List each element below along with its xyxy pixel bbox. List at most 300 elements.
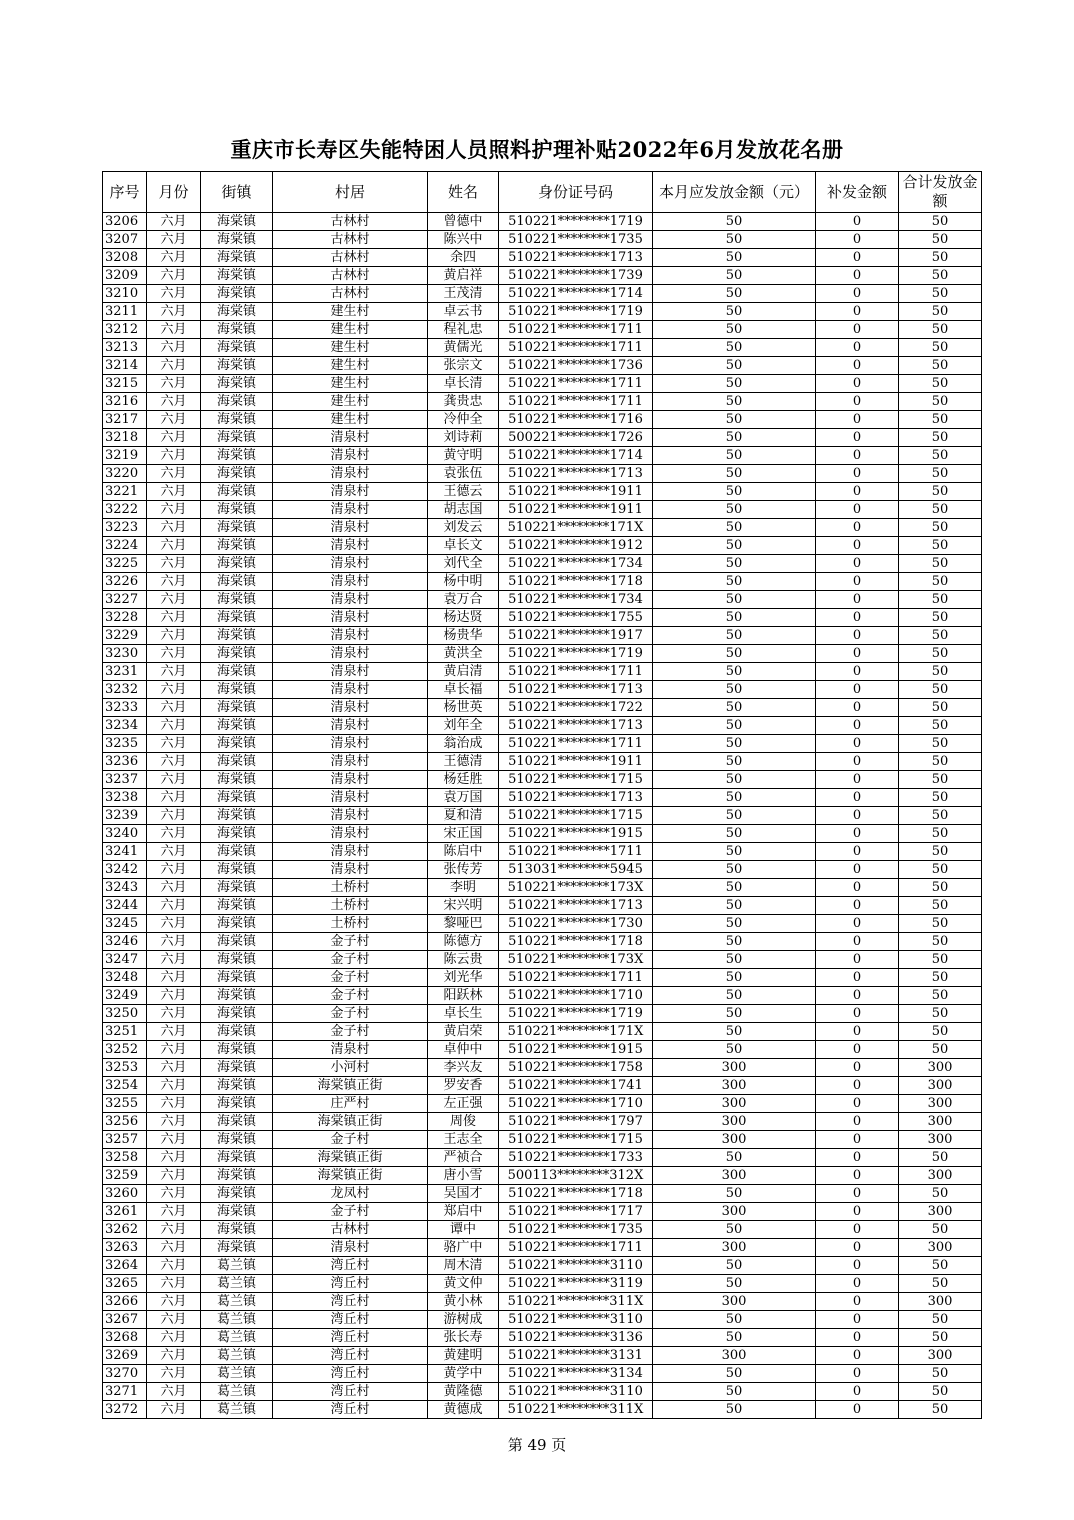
cell-monthly-amount: 50 <box>653 537 816 555</box>
cell-town: 海棠镇 <box>201 285 273 303</box>
table-row <box>103 609 982 627</box>
cell-id-number: 510221********1739 <box>499 267 653 285</box>
cell-name: 张宗文 <box>428 357 499 375</box>
cell-total: 50 <box>899 1329 982 1347</box>
cell-monthly-amount: 50 <box>653 879 816 897</box>
table-row <box>103 339 982 357</box>
cell-village: 清泉村 <box>273 771 428 789</box>
cell-index: 3271 <box>103 1383 147 1401</box>
cell-month: 六月 <box>147 1257 201 1275</box>
cell-index: 3243 <box>103 879 147 897</box>
cell-monthly-amount: 50 <box>653 663 816 681</box>
cell-month: 六月 <box>147 951 201 969</box>
cell-supplement: 0 <box>816 1131 899 1149</box>
cell-name: 刘代全 <box>428 555 499 573</box>
cell-month: 六月 <box>147 1077 201 1095</box>
cell-id-number: 510221********3110 <box>499 1257 653 1275</box>
cell-monthly-amount: 300 <box>653 1077 816 1095</box>
cell-monthly-amount: 50 <box>653 249 816 267</box>
cell-monthly-amount: 50 <box>653 1221 816 1239</box>
cell-total: 50 <box>899 411 982 429</box>
cell-town: 海棠镇 <box>201 249 273 267</box>
cell-total: 50 <box>899 339 982 357</box>
cell-name: 曾德中 <box>428 213 499 231</box>
cell-total: 300 <box>899 1077 982 1095</box>
table-row <box>103 789 982 807</box>
cell-month: 六月 <box>147 375 201 393</box>
cell-total: 300 <box>899 1059 982 1077</box>
cell-name: 黄启荣 <box>428 1023 499 1041</box>
cell-index: 3264 <box>103 1257 147 1275</box>
cell-monthly-amount: 50 <box>653 1365 816 1383</box>
cell-name: 张长寿 <box>428 1329 499 1347</box>
cell-name: 陈云贵 <box>428 951 499 969</box>
cell-id-number: 510221********1714 <box>499 285 653 303</box>
table-row <box>103 1257 982 1275</box>
cell-village: 土桥村 <box>273 879 428 897</box>
cell-town: 海棠镇 <box>201 1059 273 1077</box>
cell-monthly-amount: 50 <box>653 861 816 879</box>
cell-month: 六月 <box>147 357 201 375</box>
table-row <box>103 1041 982 1059</box>
cell-total: 50 <box>899 375 982 393</box>
cell-town: 海棠镇 <box>201 807 273 825</box>
cell-month: 六月 <box>147 1113 201 1131</box>
cell-village: 古林村 <box>273 231 428 249</box>
cell-id-number: 510221********1713 <box>499 249 653 267</box>
cell-total: 50 <box>899 555 982 573</box>
cell-town: 海棠镇 <box>201 1023 273 1041</box>
cell-town: 海棠镇 <box>201 663 273 681</box>
table-row <box>103 933 982 951</box>
cell-town: 海棠镇 <box>201 447 273 465</box>
cell-index: 3254 <box>103 1077 147 1095</box>
cell-month: 六月 <box>147 267 201 285</box>
cell-village: 龙凤村 <box>273 1185 428 1203</box>
cell-town: 海棠镇 <box>201 573 273 591</box>
cell-month: 六月 <box>147 1365 201 1383</box>
cell-name: 陈德方 <box>428 933 499 951</box>
cell-supplement: 0 <box>816 1149 899 1167</box>
cell-monthly-amount: 50 <box>653 1383 816 1401</box>
cell-village: 清泉村 <box>273 609 428 627</box>
cell-total: 50 <box>899 519 982 537</box>
cell-monthly-amount: 50 <box>653 303 816 321</box>
cell-month: 六月 <box>147 987 201 1005</box>
cell-month: 六月 <box>147 735 201 753</box>
cell-village: 金子村 <box>273 933 428 951</box>
cell-id-number: 510221********3134 <box>499 1365 653 1383</box>
cell-supplement: 0 <box>816 303 899 321</box>
cell-monthly-amount: 300 <box>653 1113 816 1131</box>
cell-name: 李明 <box>428 879 499 897</box>
cell-name: 卓长福 <box>428 681 499 699</box>
table-row <box>103 1275 982 1293</box>
cell-index: 3213 <box>103 339 147 357</box>
cell-month: 六月 <box>147 807 201 825</box>
cell-id-number: 510221********1911 <box>499 483 653 501</box>
cell-id-number: 510221********1736 <box>499 357 653 375</box>
cell-name: 王志全 <box>428 1131 499 1149</box>
cell-total: 50 <box>899 897 982 915</box>
cell-town: 海棠镇 <box>201 915 273 933</box>
table-row <box>103 447 982 465</box>
cell-index: 3259 <box>103 1167 147 1185</box>
cell-monthly-amount: 300 <box>653 1293 816 1311</box>
cell-monthly-amount: 50 <box>653 591 816 609</box>
cell-id-number: 510221********1722 <box>499 699 653 717</box>
cell-town: 海棠镇 <box>201 1239 273 1257</box>
cell-monthly-amount: 50 <box>653 897 816 915</box>
cell-index: 3242 <box>103 861 147 879</box>
cell-town: 海棠镇 <box>201 861 273 879</box>
cell-supplement: 0 <box>816 645 899 663</box>
cell-village: 清泉村 <box>273 501 428 519</box>
table-row <box>103 1005 982 1023</box>
cell-total: 50 <box>899 1149 982 1167</box>
cell-name: 王茂清 <box>428 285 499 303</box>
cell-month: 六月 <box>147 447 201 465</box>
cell-total: 50 <box>899 267 982 285</box>
table-row <box>103 951 982 969</box>
cell-name: 卓云书 <box>428 303 499 321</box>
cell-monthly-amount: 300 <box>653 1347 816 1365</box>
col-header-town: 街镇 <box>201 172 273 213</box>
cell-month: 六月 <box>147 879 201 897</box>
cell-monthly-amount: 50 <box>653 213 816 231</box>
cell-id-number: 510221********1719 <box>499 1005 653 1023</box>
cell-month: 六月 <box>147 1203 201 1221</box>
cell-supplement: 0 <box>816 879 899 897</box>
cell-village: 海棠镇正街 <box>273 1113 428 1131</box>
cell-total: 50 <box>899 627 982 645</box>
table-row <box>103 1167 982 1185</box>
cell-total: 50 <box>899 735 982 753</box>
cell-town: 海棠镇 <box>201 897 273 915</box>
cell-monthly-amount: 50 <box>653 1149 816 1167</box>
cell-index: 3240 <box>103 825 147 843</box>
cell-supplement: 0 <box>816 1203 899 1221</box>
cell-index: 3234 <box>103 717 147 735</box>
cell-id-number: 510221********1733 <box>499 1149 653 1167</box>
cell-town: 葛兰镇 <box>201 1347 273 1365</box>
cell-supplement: 0 <box>816 1311 899 1329</box>
cell-village: 建生村 <box>273 375 428 393</box>
cell-total: 50 <box>899 609 982 627</box>
cell-monthly-amount: 50 <box>653 339 816 357</box>
cell-id-number: 510221********1711 <box>499 663 653 681</box>
cell-supplement: 0 <box>816 897 899 915</box>
cell-name: 唐小雪 <box>428 1167 499 1185</box>
cell-name: 周木清 <box>428 1257 499 1275</box>
cell-village: 金子村 <box>273 969 428 987</box>
cell-supplement: 0 <box>816 771 899 789</box>
cell-index: 3221 <box>103 483 147 501</box>
cell-id-number: 510221********1711 <box>499 393 653 411</box>
cell-town: 海棠镇 <box>201 429 273 447</box>
cell-name: 黄守明 <box>428 447 499 465</box>
cell-supplement: 0 <box>816 231 899 249</box>
cell-monthly-amount: 300 <box>653 1131 816 1149</box>
cell-village: 湾丘村 <box>273 1401 428 1419</box>
cell-village: 清泉村 <box>273 717 428 735</box>
cell-index: 3272 <box>103 1401 147 1419</box>
cell-total: 50 <box>899 951 982 969</box>
cell-supplement: 0 <box>816 681 899 699</box>
cell-village: 清泉村 <box>273 861 428 879</box>
cell-name: 杨廷胜 <box>428 771 499 789</box>
cell-supplement: 0 <box>816 1167 899 1185</box>
cell-monthly-amount: 50 <box>653 321 816 339</box>
cell-total: 50 <box>899 969 982 987</box>
cell-total: 50 <box>899 789 982 807</box>
cell-supplement: 0 <box>816 1005 899 1023</box>
cell-village: 建生村 <box>273 411 428 429</box>
cell-monthly-amount: 50 <box>653 1401 816 1419</box>
col-header-id-number: 身份证号码 <box>499 172 653 213</box>
cell-total: 300 <box>899 1347 982 1365</box>
cell-supplement: 0 <box>816 339 899 357</box>
cell-index: 3233 <box>103 699 147 717</box>
cell-supplement: 0 <box>816 1365 899 1383</box>
table-row <box>103 357 982 375</box>
cell-town: 海棠镇 <box>201 555 273 573</box>
cell-total: 50 <box>899 681 982 699</box>
cell-village: 湾丘村 <box>273 1365 428 1383</box>
cell-supplement: 0 <box>816 843 899 861</box>
cell-town: 海棠镇 <box>201 411 273 429</box>
cell-village: 清泉村 <box>273 753 428 771</box>
cell-supplement: 0 <box>816 249 899 267</box>
cell-index: 3256 <box>103 1113 147 1131</box>
cell-index: 3211 <box>103 303 147 321</box>
cell-total: 50 <box>899 987 982 1005</box>
cell-name: 李兴友 <box>428 1059 499 1077</box>
cell-name: 袁张伍 <box>428 465 499 483</box>
cell-town: 海棠镇 <box>201 1113 273 1131</box>
table-row <box>103 735 982 753</box>
cell-id-number: 510221********1711 <box>499 321 653 339</box>
table-row <box>103 1095 982 1113</box>
cell-month: 六月 <box>147 645 201 663</box>
cell-index: 3268 <box>103 1329 147 1347</box>
cell-id-number: 510221********1711 <box>499 843 653 861</box>
cell-village: 清泉村 <box>273 465 428 483</box>
cell-supplement: 0 <box>816 447 899 465</box>
cell-total: 300 <box>899 1203 982 1221</box>
cell-village: 湾丘村 <box>273 1329 428 1347</box>
cell-monthly-amount: 50 <box>653 609 816 627</box>
cell-supplement: 0 <box>816 519 899 537</box>
table-row <box>103 1329 982 1347</box>
cell-name: 卓长清 <box>428 375 499 393</box>
cell-town: 海棠镇 <box>201 987 273 1005</box>
cell-town: 海棠镇 <box>201 789 273 807</box>
table-row <box>103 1131 982 1149</box>
table-row <box>103 303 982 321</box>
cell-village: 海棠镇正街 <box>273 1149 428 1167</box>
cell-town: 海棠镇 <box>201 1221 273 1239</box>
cell-name: 刘发云 <box>428 519 499 537</box>
cell-id-number: 510221********1711 <box>499 735 653 753</box>
cell-id-number: 510221********171X <box>499 1023 653 1041</box>
cell-name: 陈启中 <box>428 843 499 861</box>
cell-town: 海棠镇 <box>201 537 273 555</box>
cell-month: 六月 <box>147 429 201 447</box>
cell-name: 胡志国 <box>428 501 499 519</box>
cell-village: 清泉村 <box>273 681 428 699</box>
cell-village: 湾丘村 <box>273 1293 428 1311</box>
cell-id-number: 510221********1718 <box>499 573 653 591</box>
cell-total: 50 <box>899 1365 982 1383</box>
cell-index: 3246 <box>103 933 147 951</box>
cell-id-number: 510221********1713 <box>499 465 653 483</box>
cell-index: 3223 <box>103 519 147 537</box>
cell-supplement: 0 <box>816 933 899 951</box>
cell-total: 50 <box>899 1221 982 1239</box>
cell-index: 3265 <box>103 1275 147 1293</box>
cell-id-number: 510221********1734 <box>499 591 653 609</box>
cell-monthly-amount: 50 <box>653 969 816 987</box>
cell-monthly-amount: 50 <box>653 357 816 375</box>
cell-name: 严祯合 <box>428 1149 499 1167</box>
cell-monthly-amount: 300 <box>653 1095 816 1113</box>
cell-town: 海棠镇 <box>201 645 273 663</box>
cell-total: 50 <box>899 1257 982 1275</box>
cell-index: 3220 <box>103 465 147 483</box>
cell-total: 50 <box>899 465 982 483</box>
cell-month: 六月 <box>147 501 201 519</box>
table-row <box>103 537 982 555</box>
cell-index: 3217 <box>103 411 147 429</box>
table-row <box>103 771 982 789</box>
cell-id-number: 510221********1718 <box>499 933 653 951</box>
cell-month: 六月 <box>147 573 201 591</box>
cell-total: 50 <box>899 573 982 591</box>
table-row <box>103 879 982 897</box>
cell-month: 六月 <box>147 285 201 303</box>
cell-month: 六月 <box>147 555 201 573</box>
cell-index: 3253 <box>103 1059 147 1077</box>
cell-index: 3252 <box>103 1041 147 1059</box>
cell-total: 50 <box>899 429 982 447</box>
table-row <box>103 429 982 447</box>
cell-index: 3238 <box>103 789 147 807</box>
cell-name: 杨达贤 <box>428 609 499 627</box>
cell-town: 葛兰镇 <box>201 1365 273 1383</box>
cell-monthly-amount: 50 <box>653 447 816 465</box>
cell-total: 300 <box>899 1293 982 1311</box>
cell-id-number: 510221********3136 <box>499 1329 653 1347</box>
cell-id-number: 510221********1735 <box>499 231 653 249</box>
cell-index: 3248 <box>103 969 147 987</box>
cell-town: 海棠镇 <box>201 1203 273 1221</box>
cell-village: 湾丘村 <box>273 1383 428 1401</box>
cell-month: 六月 <box>147 681 201 699</box>
table-row <box>103 249 982 267</box>
cell-total: 50 <box>899 645 982 663</box>
cell-monthly-amount: 50 <box>653 393 816 411</box>
cell-month: 六月 <box>147 393 201 411</box>
cell-index: 3228 <box>103 609 147 627</box>
cell-town: 海棠镇 <box>201 267 273 285</box>
cell-total: 50 <box>899 699 982 717</box>
cell-name: 卓仲中 <box>428 1041 499 1059</box>
cell-village: 清泉村 <box>273 537 428 555</box>
table-row <box>103 483 982 501</box>
cell-month: 六月 <box>147 1347 201 1365</box>
cell-supplement: 0 <box>816 393 899 411</box>
table-row <box>103 627 982 645</box>
cell-month: 六月 <box>147 1131 201 1149</box>
cell-supplement: 0 <box>816 789 899 807</box>
cell-month: 六月 <box>147 933 201 951</box>
cell-id-number: 510221********1710 <box>499 1095 653 1113</box>
cell-id-number: 510221********1735 <box>499 1221 653 1239</box>
table-row <box>103 1221 982 1239</box>
cell-index: 3236 <box>103 753 147 771</box>
cell-town: 海棠镇 <box>201 519 273 537</box>
cell-village: 湾丘村 <box>273 1257 428 1275</box>
cell-month: 六月 <box>147 213 201 231</box>
cell-id-number: 510221********311X <box>499 1401 653 1419</box>
cell-name: 卓长生 <box>428 1005 499 1023</box>
cell-village: 古林村 <box>273 267 428 285</box>
cell-month: 六月 <box>147 1383 201 1401</box>
cell-id-number: 510221********1713 <box>499 717 653 735</box>
cell-town: 海棠镇 <box>201 339 273 357</box>
cell-index: 3263 <box>103 1239 147 1257</box>
cell-month: 六月 <box>147 627 201 645</box>
cell-index: 3245 <box>103 915 147 933</box>
cell-month: 六月 <box>147 1185 201 1203</box>
cell-village: 土桥村 <box>273 897 428 915</box>
cell-name: 杨世英 <box>428 699 499 717</box>
cell-total: 50 <box>899 1311 982 1329</box>
cell-supplement: 0 <box>816 285 899 303</box>
cell-name: 余四 <box>428 249 499 267</box>
col-header-month: 月份 <box>147 172 201 213</box>
cell-index: 3255 <box>103 1095 147 1113</box>
table-row <box>103 897 982 915</box>
cell-village: 金子村 <box>273 1005 428 1023</box>
cell-month: 六月 <box>147 861 201 879</box>
cell-supplement: 0 <box>816 537 899 555</box>
table-row <box>103 1293 982 1311</box>
table-row <box>103 501 982 519</box>
cell-town: 海棠镇 <box>201 375 273 393</box>
cell-village: 古林村 <box>273 213 428 231</box>
cell-supplement: 0 <box>816 1041 899 1059</box>
cell-name: 阳跃林 <box>428 987 499 1005</box>
cell-village: 清泉村 <box>273 825 428 843</box>
cell-month: 六月 <box>147 789 201 807</box>
table-row <box>103 699 982 717</box>
cell-month: 六月 <box>147 609 201 627</box>
cell-town: 海棠镇 <box>201 735 273 753</box>
cell-town: 海棠镇 <box>201 627 273 645</box>
cell-village: 湾丘村 <box>273 1311 428 1329</box>
cell-monthly-amount: 50 <box>653 699 816 717</box>
cell-village: 庄严村 <box>273 1095 428 1113</box>
cell-index: 3219 <box>103 447 147 465</box>
cell-index: 3231 <box>103 663 147 681</box>
cell-id-number: 510221********1797 <box>499 1113 653 1131</box>
cell-name: 刘诗莉 <box>428 429 499 447</box>
cell-monthly-amount: 50 <box>653 285 816 303</box>
cell-month: 六月 <box>147 519 201 537</box>
cell-town: 海棠镇 <box>201 465 273 483</box>
